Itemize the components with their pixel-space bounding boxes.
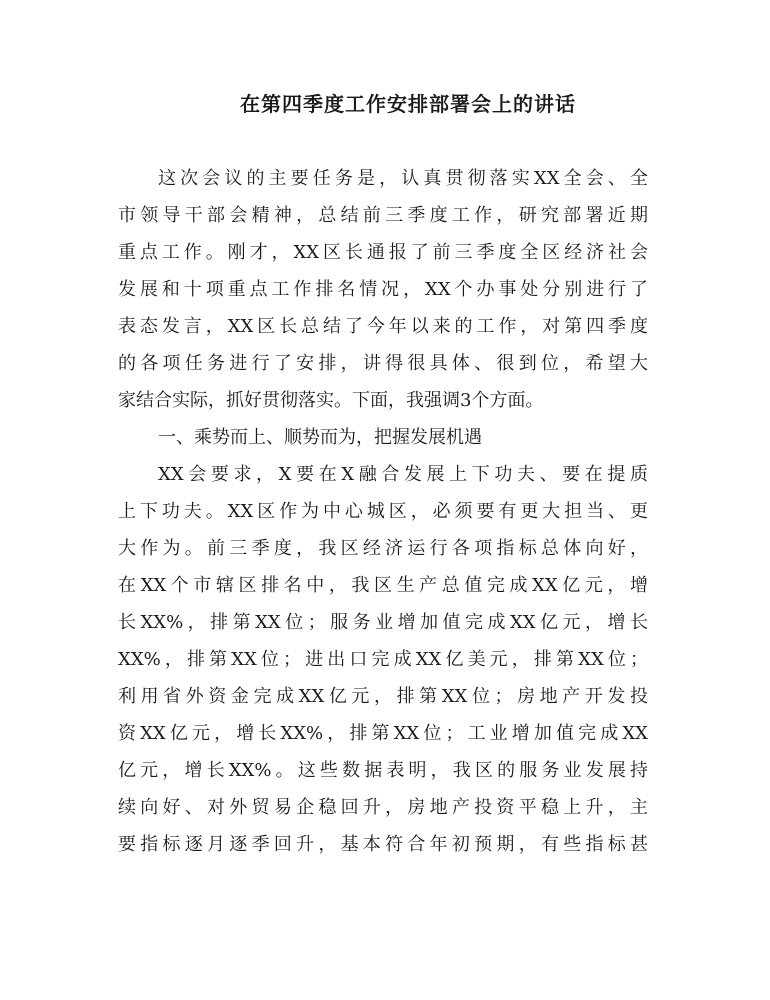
paragraph-line: 大作为。前三季度，我区经济运行各项指标总体向好， <box>118 538 648 559</box>
paragraph-line: 发展和十项重点工作排名情况，XX个办事处分别进行了 <box>118 279 648 300</box>
paragraph-line: 市领导干部会精神，总结前三季度工作，研究部署近期 <box>118 205 648 226</box>
paragraph-line: XX%，排第XX位；进出口完成XX亿美元，排第XX位； <box>118 649 648 670</box>
paragraph-line: 续向好、对外贸易企稳回升，房地产投资平稳上升，主 <box>118 797 648 818</box>
paragraph-line: 上下功夫。XX区作为中心城区，必须要有更大担当、更 <box>118 501 648 522</box>
paragraph-line: 利用省外资金完成XX亿元，排第XX位；房地产开发投 <box>118 686 648 707</box>
paragraph-line: 家结合实际，抓好贯彻落实。下面，我强调3个方面。 <box>118 390 544 411</box>
paragraph-line: 亿元，增长XX%。这些数据表明，我区的服务业发展持 <box>118 760 648 781</box>
paragraph-line: XX会要求，X要在X融合发展上下功夫、要在提质 <box>158 464 648 485</box>
paragraph-line: 这次会议的主要任务是，认真贯彻落实XX全会、全 <box>158 168 648 189</box>
paragraph-line: 重点工作。刚才，XX区长通报了前三季度全区经济社会 <box>118 242 648 263</box>
paragraph-line: 表态发言，XX区长总结了今年以来的工作，对第四季度 <box>118 316 648 337</box>
paragraph-line: 的各项任务进行了安排，讲得很具体、很到位，希望大 <box>118 353 648 374</box>
paragraph-line: 资XX亿元，增长XX%，排第XX位；工业增加值完成XX <box>118 723 648 744</box>
document-title: 在第四季度工作安排部署会上的讲话 <box>240 92 576 116</box>
paragraph-line: 要指标逐月逐季回升，基本符合年初预期，有些指标甚 <box>118 834 648 855</box>
section-heading: 一、乘势而上、顺势而为，把握发展机遇 <box>158 427 482 448</box>
paragraph-line: 长XX%，排第XX位；服务业增加值完成XX亿元，增长 <box>118 612 648 633</box>
paragraph-line: 在XX个市辖区排名中，我区生产总值完成XX亿元，增 <box>118 575 648 596</box>
